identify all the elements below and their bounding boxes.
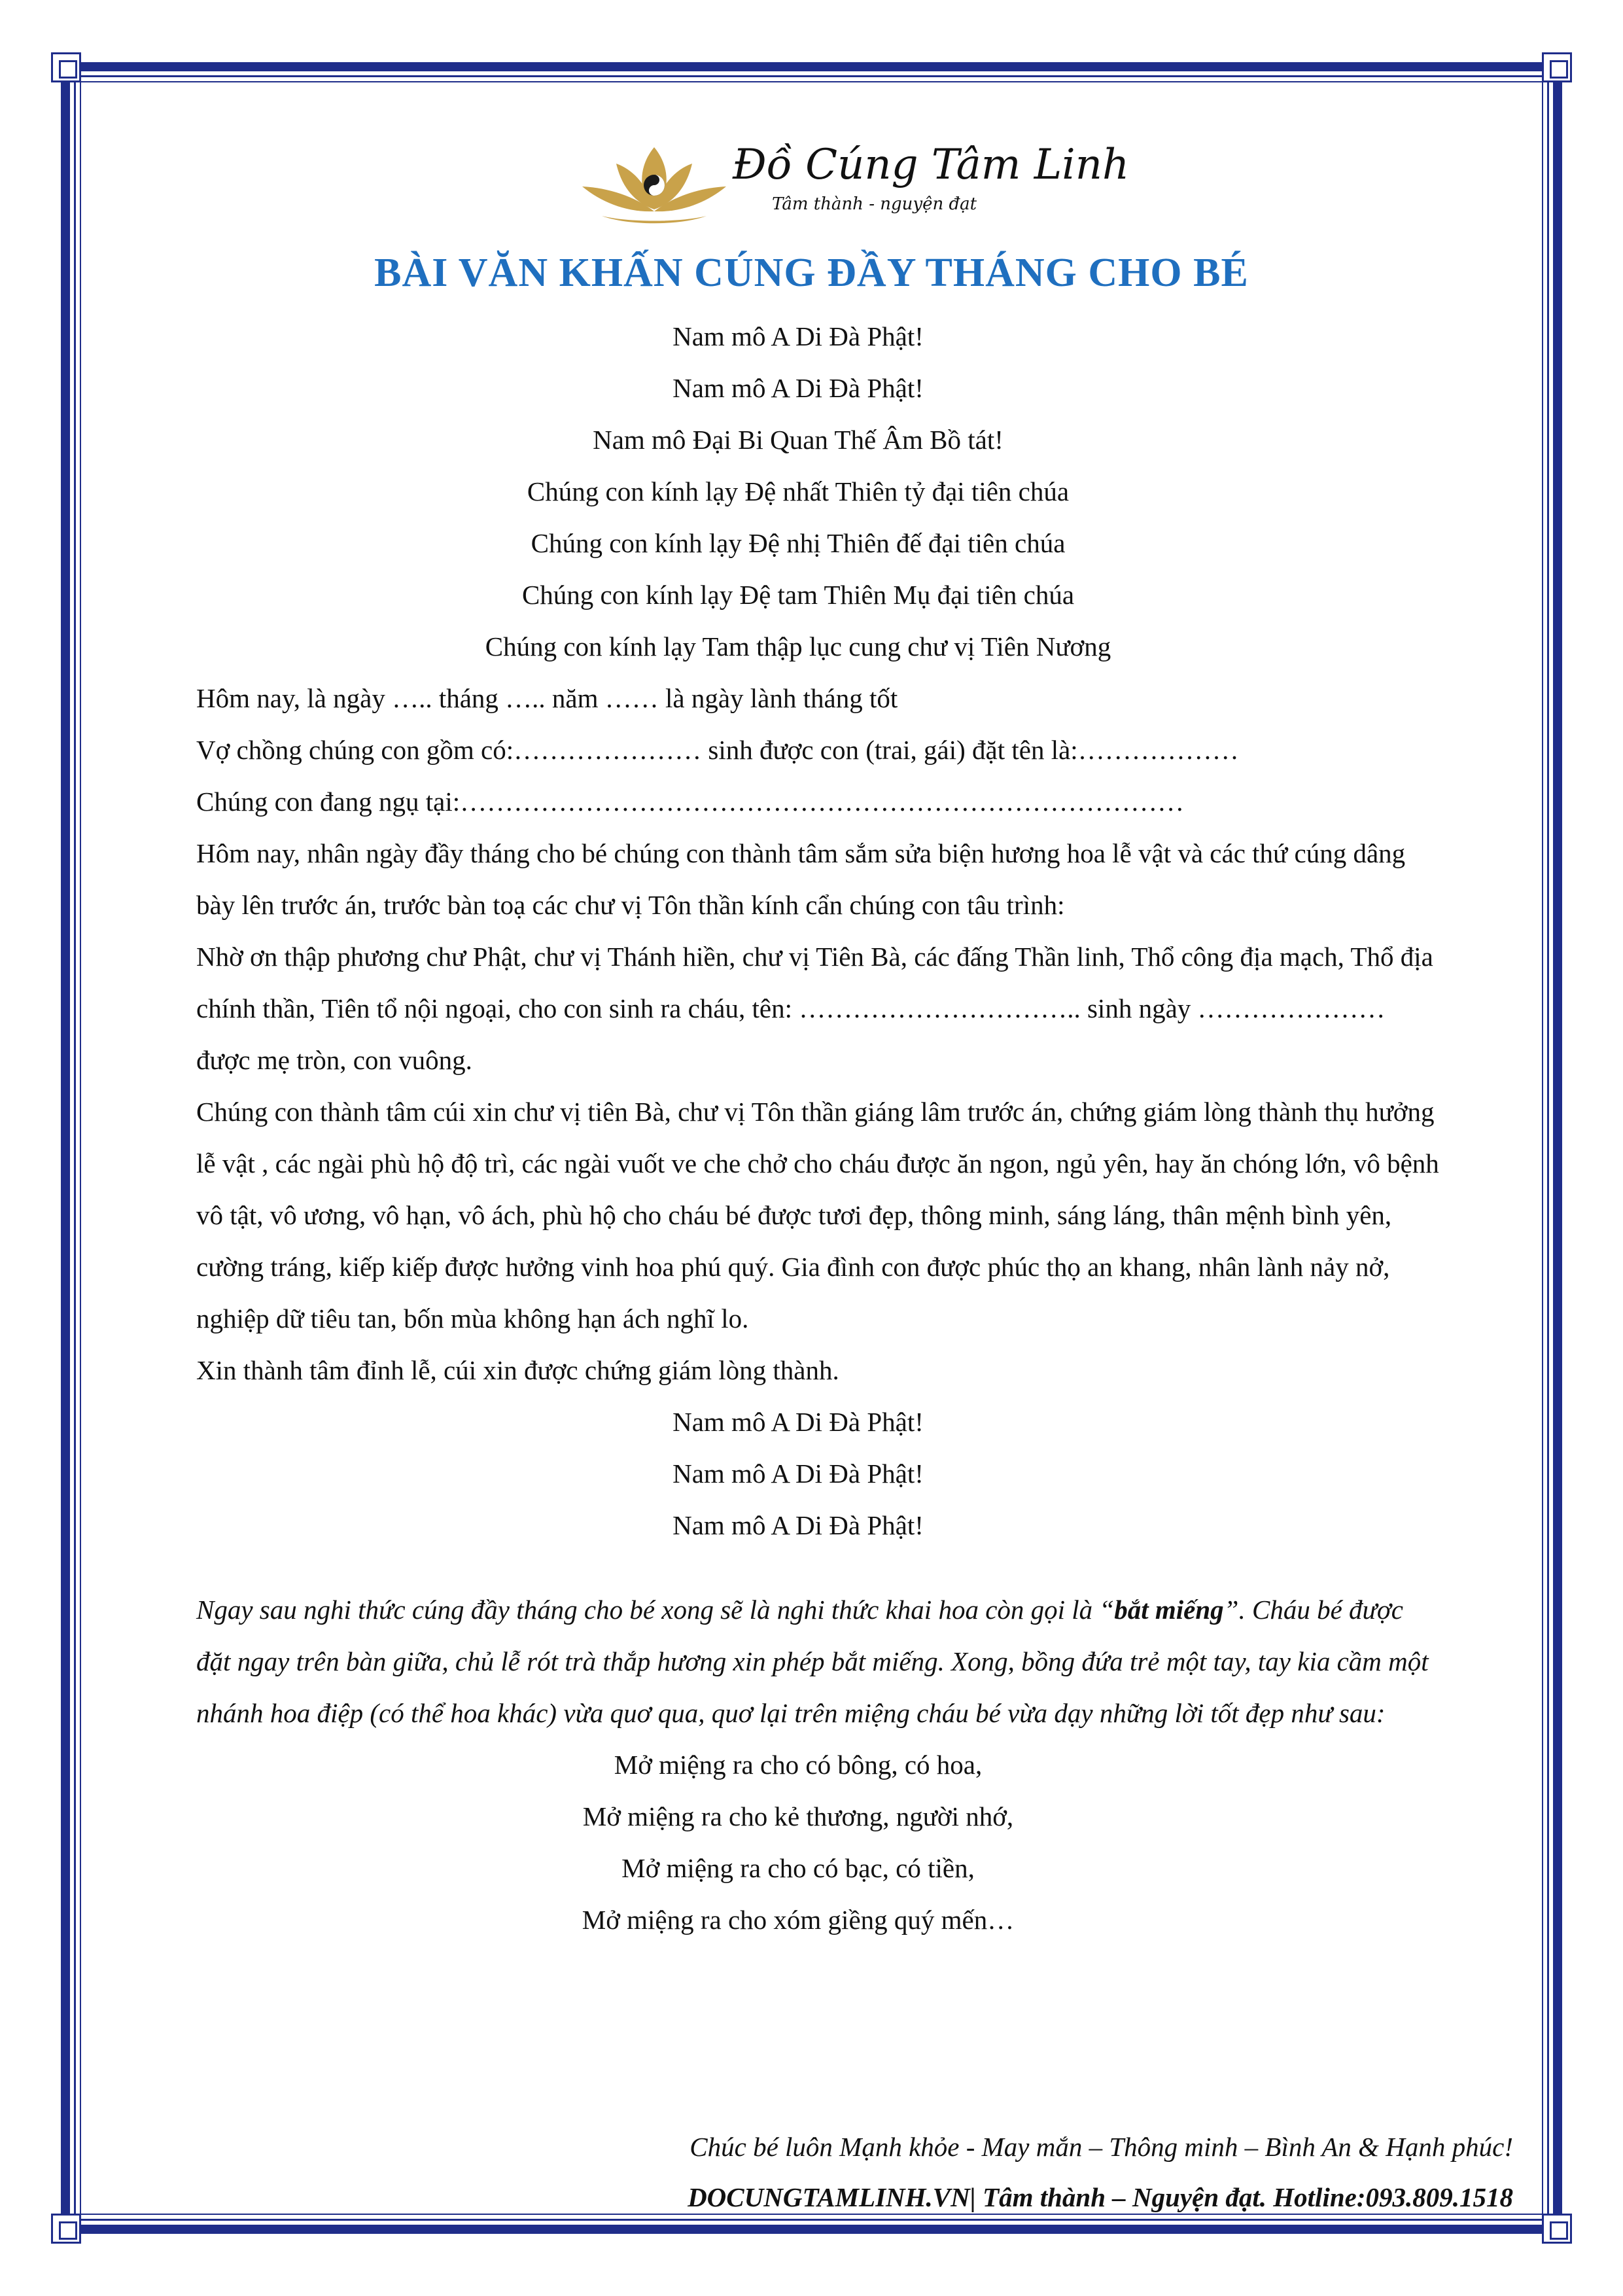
opening-line: Chúng con kính lạy Đệ nhị Thiên đế đại tiên chúa: [531, 528, 1066, 558]
footer-contact: DOCUNGTAMLINH.VN| Tâm thành – Nguyện đạt. Hotline:093.809.1518: [688, 2182, 1513, 2212]
blessing-line: Mở miệng ra cho xóm giềng quý mến…: [582, 1905, 1015, 1935]
blessing-line: Mở miệng ra cho có bông, có hoa,: [614, 1750, 983, 1780]
paragraph: Hôm nay, nhân ngày đầy tháng cho bé chúng con thành tâm sắm sửa biện hương hoa lễ vật và các thứ cúng dâng bày lên trước án, trước bàn toạ các chư vị Tôn thần kính cẩn chúng con tâu trình:: [196, 838, 1406, 920]
footer-wish: Chúc bé luôn Mạnh khỏe - May mắn – Thông minh – Bình An & Hạnh phúc!: [689, 2132, 1513, 2162]
opening-line: Chúng con kính lạy Đệ tam Thiên Mụ đại tiên chúa: [521, 580, 1075, 610]
body-line: Chúng con đang ngụ tại:………………………………………………………………………: [196, 786, 1185, 817]
corner-ornament: [1542, 2214, 1572, 2244]
closing-line: Nam mô A Di Đà Phật!: [672, 1458, 924, 1489]
opening-line: Nam mô Đại Bi Quan Thế Âm Bồ tát!: [593, 425, 1003, 455]
ritual-note-text: ”. Cháu bé được đặt ngay trên bàn giữa, chủ lễ rót trà thắp hương xin phép bắt miếng. Xong, bồng đứa trẻ một tay, tay kia cầm một nhánh hoa điệp (có thể hoa khác) vừa quơ qua, quơ lại trên miệng cháu bé vừa dạy những lời tốt đẹp như sau:: [196, 1595, 1429, 1728]
prayer-text: [196, 311, 1439, 1946]
logo-text: Đồ Cúng Tâm Linh: [733, 141, 1130, 189]
paragraph: Nhờ ơn thập phương chư Phật, chư vị Thánh hiền, chư vị Tiên Bà, các đấng Thần linh, Thổ công địa mạch, Thổ địa chính thần, Tiên tổ nội ngoại, cho con sinh ra cháu, tên: ………………………….. sinh ngày ………………… được mẹ tròn, con vuông.: [196, 942, 1433, 1075]
closing-line: Nam mô A Di Đà Phật!: [672, 1407, 924, 1437]
closing-line: Nam mô A Di Đà Phật!: [672, 1510, 924, 1540]
body-line: Vợ chồng chúng con gồm có:………………… sinh được con (trai, gái) đặt tên là:………………: [196, 735, 1239, 765]
opening-line: Chúng con kính lạy Đệ nhất Thiên tỷ đại tiên chúa: [527, 476, 1070, 506]
blessing-line: Mở miệng ra cho có bạc, có tiền,: [621, 1853, 975, 1883]
body-line: Hôm nay, là ngày ….. tháng ….. năm …… là ngày lành tháng tốt: [196, 683, 898, 713]
ritual-note-emphasis: bắt miếng: [1114, 1595, 1224, 1625]
opening-line: Nam mô A Di Đà Phật!: [672, 321, 924, 351]
opening-line: Chúng con kính lạy Tam thập lục cung chư vị Tiên Nương: [485, 631, 1111, 662]
corner-ornament: [51, 2214, 81, 2244]
lotus-icon: [576, 134, 733, 229]
paragraph: Xin thành tâm đỉnh lễ, cúi xin được chứng giám lòng thành.: [196, 1355, 839, 1385]
paragraph: Chúng con thành tâm cúi xin chư vị tiên Bà, chư vị Tôn thần giáng lâm trước án, chứng giám lòng thành thụ hưởng lễ vật , các ngài phù hộ độ trì, các ngài vuốt ve che chở cho cháu được ăn ngon, ngủ yên, hay ăn chóng lớn, vô bệnh vô tật, vô ương, vô hạn, vô ách, phù hộ cho cháu bé được tươi đẹp, thông minh, sáng láng, thân mệnh bình yên, cường tráng, kiếp kiếp được hưởng vinh hoa phú quý. Gia đình con được phúc thọ an khang, nhân lành nảy nở, nghiệp dữ tiêu tan, bốn mùa không hạn ách nghĩ lo.: [196, 1097, 1439, 1333]
ritual-note: [196, 1584, 1439, 1739]
opening-line: Nam mô A Di Đà Phật!: [672, 373, 924, 403]
ritual-note-text: Ngay sau nghi thức cúng đầy tháng cho bé xong sẽ là nghi thức khai hoa còn gọi là “: [196, 1595, 1115, 1625]
logo: [576, 134, 1130, 229]
logo-tagline: Tâm thành - nguyện đạt: [772, 194, 977, 214]
page-title: BÀI VĂN KHẤN CÚNG ĐẦY THÁNG CHO BÉ: [374, 251, 1249, 295]
corner-ornament: [51, 52, 81, 82]
corner-ornament: [1542, 52, 1572, 82]
blessing-line: Mở miệng ra cho kẻ thương, người nhớ,: [582, 1801, 1014, 1831]
